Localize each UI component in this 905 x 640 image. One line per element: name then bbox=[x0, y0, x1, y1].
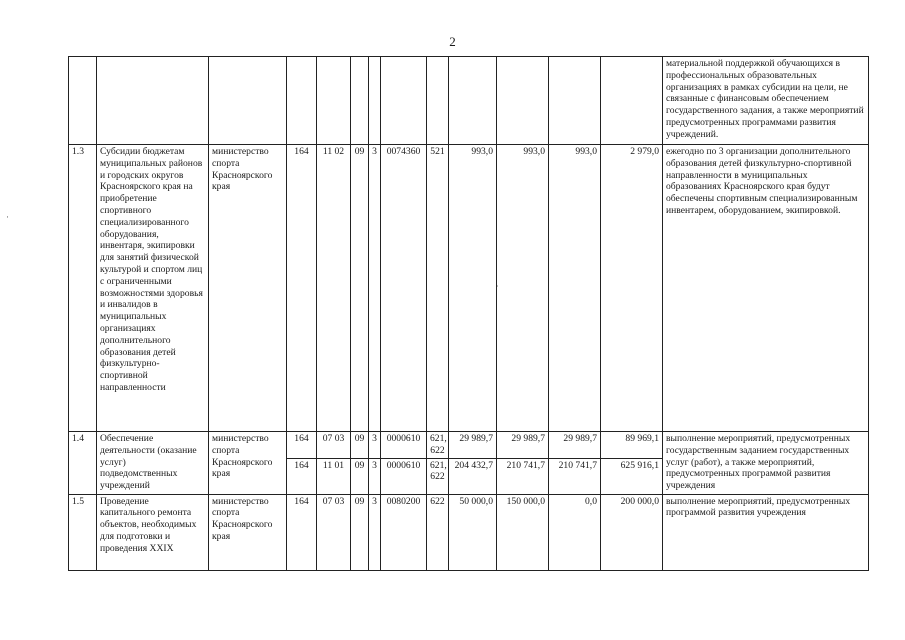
subprogram-code: 3 bbox=[369, 494, 381, 570]
activity-name: Обеспечение деятельности (оказание услуг) подведомственных учреждений bbox=[97, 432, 209, 495]
vr-code-part: 621, bbox=[430, 459, 447, 471]
subprogram-code: 3 bbox=[369, 432, 381, 459]
table-row bbox=[69, 494, 869, 570]
value-total: 625 916,1 bbox=[601, 458, 663, 494]
value-year-2: 150 000,0 bbox=[497, 494, 549, 570]
row-number: 1.5 bbox=[69, 494, 97, 570]
vr-code-part: 622 bbox=[430, 444, 445, 456]
result-cell: выполнение мероприятий, предусмотренных программой развития учреждения bbox=[663, 494, 869, 570]
value-year-2: 993,0 bbox=[497, 145, 549, 432]
value-year-3: 29 989,7 bbox=[549, 432, 601, 459]
result-cell: выполнение мероприятий, предусмотренных государственным заданием государственных услуг (работ), а также мероприятий, предусмотренных программой развития учреждения bbox=[663, 432, 869, 495]
vr-code bbox=[427, 432, 449, 459]
program-code: 09 bbox=[351, 458, 369, 494]
result-cell: материальной поддержкой обучающихся в профессиональных образовательных организациях в рамках субсидии на цели, не связанные с финансовым обеспечением государственного задания, а также мероприятий предусмотренных программами развития учреждений. bbox=[663, 57, 869, 145]
continuation-row bbox=[69, 57, 869, 145]
value-total: 200 000,0 bbox=[601, 494, 663, 570]
rzpr-code: 11 02 bbox=[317, 145, 351, 432]
rzpr-code: 07 03 bbox=[317, 432, 351, 459]
agency-name: министерство спорта Красноярского края bbox=[209, 432, 287, 495]
program-code: 09 bbox=[351, 145, 369, 432]
grbs-code: 164 bbox=[287, 494, 317, 570]
csr-code: 0074360 bbox=[381, 145, 427, 432]
activity-name: Проведение капитального ремонта объектов, необходимых для подготовки и проведения XXIX bbox=[97, 494, 209, 570]
program-code: 09 bbox=[351, 432, 369, 459]
value-total: 89 969,1 bbox=[601, 432, 663, 459]
row-number: 1.3 bbox=[69, 145, 97, 432]
vr-code: 622 bbox=[427, 494, 449, 570]
vr-code-part: 622 bbox=[430, 471, 445, 483]
value-year-1: 204 432,7 bbox=[449, 458, 497, 494]
grbs-code: 164 bbox=[287, 145, 317, 432]
rzpr-code: 11 01 bbox=[317, 458, 351, 494]
subprogram-code: 3 bbox=[369, 458, 381, 494]
value-year-3: 0,0 bbox=[549, 494, 601, 570]
csr-code: 0000610 bbox=[381, 458, 427, 494]
vr-code: 521 bbox=[427, 145, 449, 432]
program-activities-table bbox=[68, 56, 869, 571]
table-row bbox=[69, 432, 869, 459]
vr-code bbox=[427, 458, 449, 494]
value-total: 2 979,0 bbox=[601, 145, 663, 432]
agency-name: министерство спорта Красноярского края bbox=[209, 145, 287, 432]
page-number: 2 bbox=[449, 34, 456, 49]
row-number: 1.4 bbox=[69, 432, 97, 495]
margin-mark: · bbox=[6, 212, 9, 222]
value-year-2: 210 741,7 bbox=[497, 458, 549, 494]
rzpr-code: 07 03 bbox=[317, 494, 351, 570]
csr-code: 0000610 bbox=[381, 432, 427, 459]
csr-code: 0080200 bbox=[381, 494, 427, 570]
agency-name: министерство спорта Красноярского края bbox=[209, 494, 287, 570]
value-year-3: 210 741,7 bbox=[549, 458, 601, 494]
value-year-3: 993,0 bbox=[549, 145, 601, 432]
value-year-2: 29 989,7 bbox=[497, 432, 549, 459]
value-year-1: 50 000,0 bbox=[449, 494, 497, 570]
scan-dot: · bbox=[496, 282, 499, 291]
table-row bbox=[69, 145, 869, 432]
program-code: 09 bbox=[351, 494, 369, 570]
grbs-code: 164 bbox=[287, 432, 317, 459]
subprogram-code: 3 bbox=[369, 145, 381, 432]
value-year-1: 29 989,7 bbox=[449, 432, 497, 459]
grbs-code: 164 bbox=[287, 458, 317, 494]
vr-code-part: 621, bbox=[430, 433, 447, 444]
activity-name: Субсидии бюджетам муниципальных районов и городских округов Красноярского края на приобретение спортивного специализированного оборудования, инвентаря, экипировки для занятий физической культурой и спортом лиц с ограниченными возможностями здоровья и инвалидов в муниципальных организациях дополнительного образования детей физкультурно-спортивной направленности bbox=[97, 145, 209, 432]
result-cell: ежегодно по 3 организации дополнительного образования детей физкультурно-спортивной направленности в муниципальных образованиях Красноярского края будут обеспечены спортивным специализированным инвентарем, оборудованием, экипировкой. bbox=[663, 145, 869, 432]
value-year-1: 993,0 bbox=[449, 145, 497, 432]
